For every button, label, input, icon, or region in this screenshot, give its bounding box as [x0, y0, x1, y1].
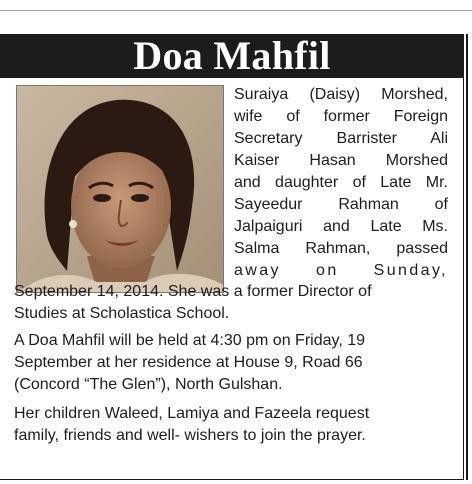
column-divider [466, 34, 472, 480]
bio-line: away on Sunday, [234, 262, 448, 279]
paragraph-line: September at her residence at House 9, Road 66 [14, 354, 363, 371]
bio-line: and daughter of Late Mr. [234, 174, 448, 191]
paragraph-death-details [14, 281, 450, 325]
paragraph-line: A Doa Mahfil will be held at 4:30 pm on Friday, 19 [14, 332, 365, 349]
bio-line: wife of former Foreign [234, 108, 448, 125]
paragraph-line: family, friends and well- wishers to join the prayer. [14, 427, 366, 444]
paragraph-line: Studies at Scholastica School. [14, 305, 230, 322]
bio-line: Jalpaiguri and Late Ms. [234, 218, 448, 235]
bio-line: Sayeedur Rahman of [234, 196, 448, 213]
paragraph-line: (Concord “The Glen”), North Gulshan. [14, 376, 283, 393]
bio-line: Salma Rahman, passed [234, 240, 448, 257]
page-top-rule [0, 10, 472, 11]
notice-title: Doa Mahfil [133, 33, 331, 78]
paragraph-family-request [14, 403, 450, 447]
paragraph-doa-mahfil [14, 330, 450, 396]
bio-text [234, 84, 448, 282]
portrait-photo [16, 85, 224, 293]
bio-line: Suraiya (Daisy) Morshed, [234, 86, 448, 103]
bio-line: Secretary Barrister Ali [234, 130, 448, 147]
bio-line: Kaiser Hasan Morshed [234, 152, 448, 169]
paragraph-line: Her children Waleed, Lamiya and Fazeela request [14, 405, 370, 422]
paragraph-line: September 14, 2014. She was a former Director of [14, 283, 372, 300]
